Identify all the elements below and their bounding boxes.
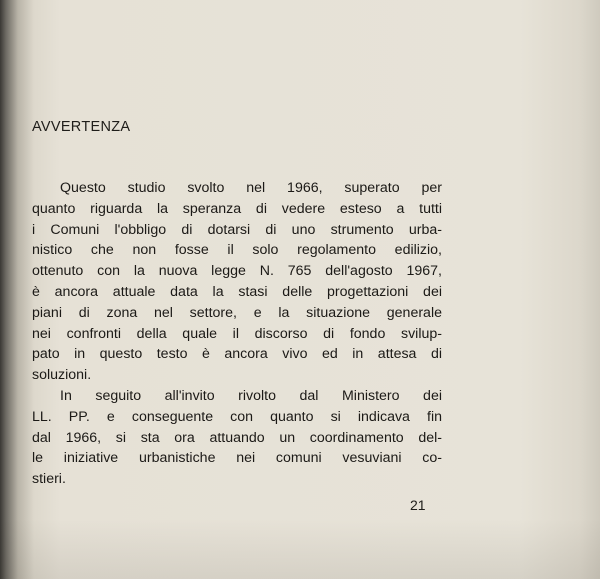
text-line: nistico che non fosse il solo regolamento edilizio, <box>32 242 442 259</box>
text-line: i Comuni l'obbligo di dotarsi di uno strumento urba- <box>32 221 442 238</box>
text-line: è ancora attuale data la stasi delle progettazioni dei <box>32 283 442 300</box>
body-text <box>32 178 442 490</box>
text-line: pato in questo testo è ancora vivo ed in attesa di <box>32 346 442 363</box>
text-line: Questo studio svolto nel 1966, superato per <box>60 180 442 196</box>
text-line: In seguito all'invito rivolto dal Ministero dei <box>60 387 442 404</box>
text-line: dal 1966, si sta ora attuando un coordinamento del- <box>32 429 442 446</box>
text-line: LL. PP. e conseguente con quanto si indicava fin <box>32 408 442 425</box>
text-line: le iniziative urbanistiche nei comuni vesuviani co- <box>32 450 442 467</box>
text-line: soluzioni. <box>32 367 92 384</box>
text-line: piani di zona nel settore, e la situazione generale <box>32 304 442 321</box>
text-line: ottenuto con la nuova legge N. 765 dell'agosto 1967, <box>32 263 442 280</box>
text-line: nei confronti della quale il discorso di fondo svilup- <box>32 325 442 342</box>
page-heading: AVVERTENZA <box>32 119 131 135</box>
text-line: quanto riguarda la speranza di vedere esteso a tutti <box>32 200 442 217</box>
page-number: 21 <box>410 497 426 513</box>
text-line: stieri. <box>32 471 66 488</box>
